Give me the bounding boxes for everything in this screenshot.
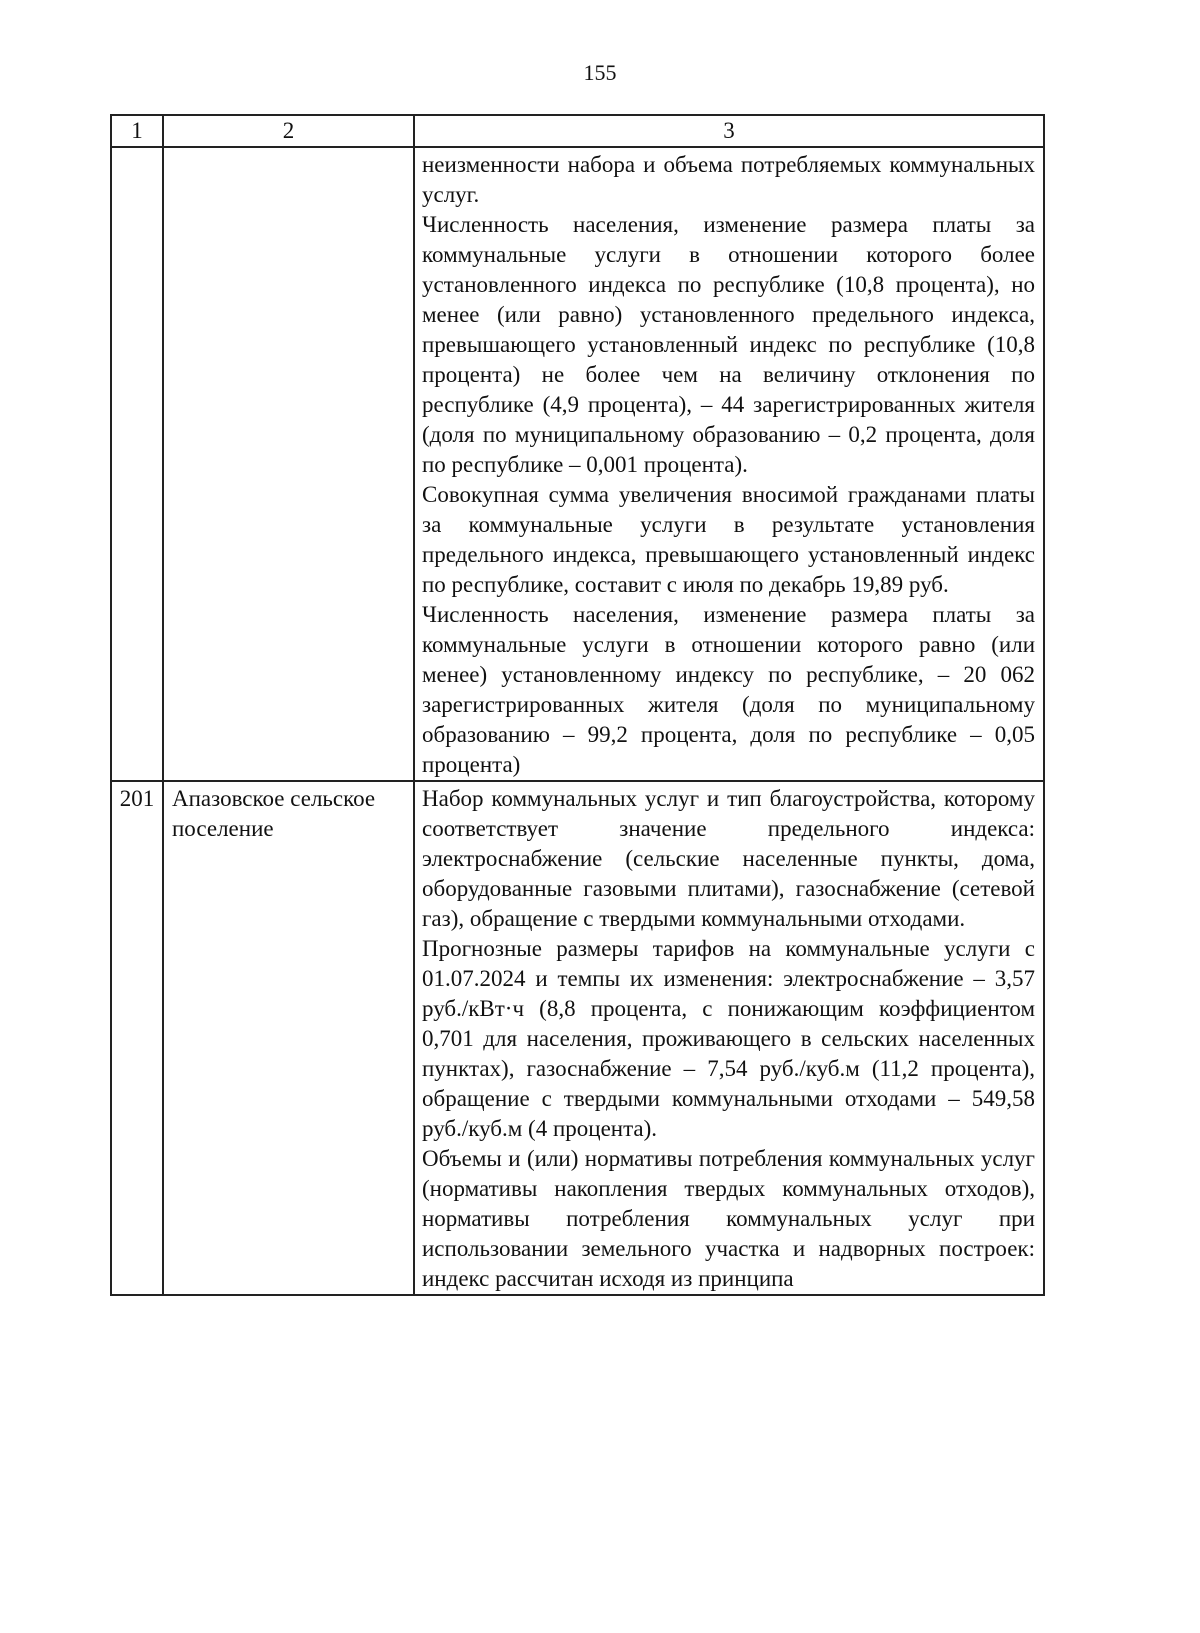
paragraph: Набор коммунальных услуг и тип благоустройства, которому соответствует значение предельного индекса: электроснабжение (сельские населенные пункты, дома, оборудованные газовыми плитами), газоснабжение (сетевой газ), обращение с твердыми коммунальными отходами.	[422, 786, 1035, 931]
column-header-3: 3	[414, 115, 1044, 147]
municipality-name	[163, 147, 414, 781]
paragraph: Численность населения, изменение размера платы за коммунальные услуги в отношении которого равно (или менее) установленному индексу по республике, – 20 062 зарегистрированных жителя (доля по муниципальному образованию – 99,2 процента, доля по республике – 0,05 процента)	[422, 602, 1035, 777]
index-description	[414, 781, 1044, 1295]
paragraph: Объемы и (или) нормативы потребления коммунальных услуг (нормативы накопления твердых коммунальных отходов), нормативы потребления коммунальных услуг при использовании земельного участка и надворных построек: индекс рассчитан исходя из принципа	[422, 1146, 1035, 1291]
column-header-2: 2	[163, 115, 414, 147]
paragraph: Прогнозные размеры тарифов на коммунальные услуги с 01.07.2024 и темпы их изменения: электроснабжение – 3,57 руб./кВт·ч (8,8 процента, с понижающим коэффициентом 0,701 для населения, проживающего в сельских населенных пунктах), газоснабжение – 7,54 руб./куб.м (11,2 процента), обращение с твердыми коммунальными отходами – 549,58 руб./куб.м (4 процента).	[422, 936, 1035, 1141]
paragraph: Совокупная сумма увеличения вносимой гражданами платы за коммунальные услуги в результате установления предельного индекса, превышающего установленный индекс по республике, составит с июля по декабрь 19,89 руб.	[422, 482, 1035, 597]
table-row	[111, 781, 1044, 1295]
index-description	[414, 147, 1044, 781]
column-header-1: 1	[111, 115, 163, 147]
index-table	[110, 114, 1045, 1296]
table-row	[111, 147, 1044, 781]
row-number: 201	[111, 781, 163, 1295]
municipality-name: Апазовское сельское поселение	[163, 781, 414, 1295]
page-number: 155	[583, 60, 617, 85]
paragraph: неизменности набора и объема потребляемых коммунальных услуг.	[422, 152, 1035, 207]
table-header-row	[111, 115, 1044, 147]
row-number	[111, 147, 163, 781]
paragraph: Численность населения, изменение размера платы за коммунальные услуги в отношении которого более установленного индекса по республике (10,8 процента), но менее (или равно) установленного предельного индекса, превышающего установленный индекс по республике (10,8 процента) не более чем на величину отклонения по республике (4,9 процента), – 44 зарегистрированных жителя (доля по муниципальному образованию – 0,2 процента, доля по республике – 0,001 процента).	[422, 212, 1035, 477]
